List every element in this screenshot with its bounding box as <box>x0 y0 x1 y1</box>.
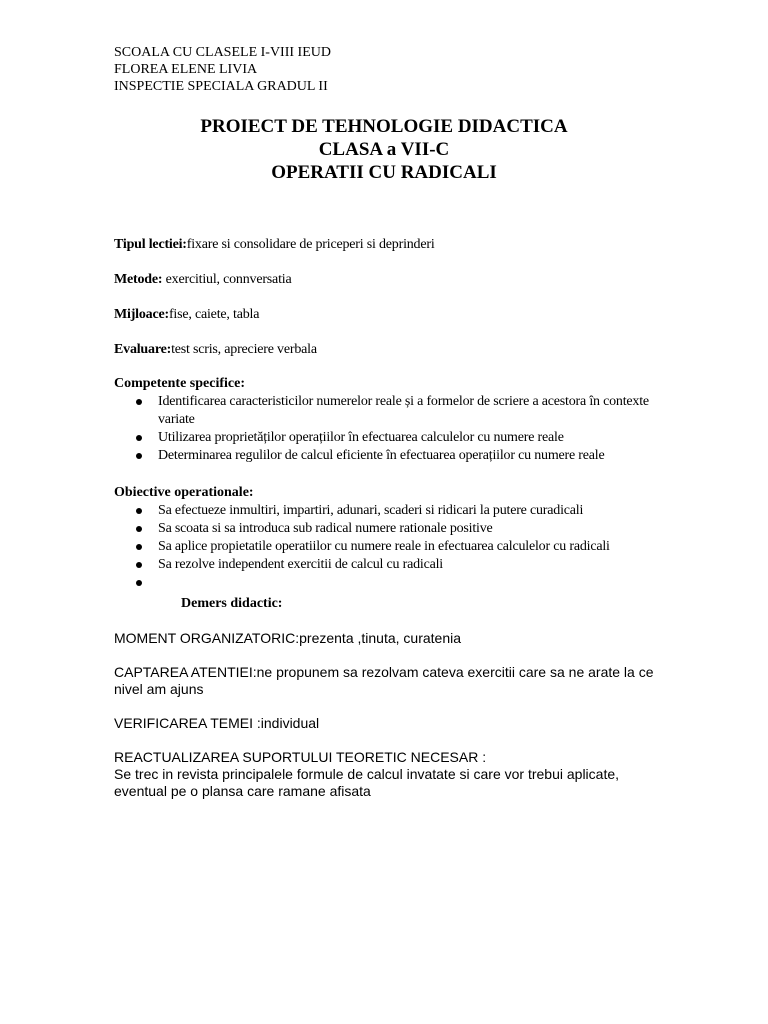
list-item: Determinarea regulilor de calcul eficiente în efectuarea operațiilor cu numere reale <box>114 447 674 465</box>
section-reactualizarea <box>114 749 654 800</box>
document-title <box>0 115 768 184</box>
section-verificarea: VERIFICAREA TEMEI :individual <box>114 715 320 731</box>
title-line-class: CLASA a VII-C <box>318 139 450 160</box>
objectives-list <box>114 502 674 592</box>
evaluation <box>114 341 317 358</box>
list-item: Utilizarea proprietăților operațiilor în efectuarea calculelor cu numere reale <box>114 429 674 447</box>
didactic-approach-heading: Demers didactic: <box>181 596 283 611</box>
methods-label: Metode: <box>114 272 163 287</box>
reactualizarea-heading: REACTUALIZAREA SUPORTULUI TEORETIC NECESAR : <box>114 749 487 765</box>
resources <box>114 306 259 323</box>
evaluation-label: Evaluare: <box>114 342 172 357</box>
lesson-type-label: Tipul lectiei: <box>114 237 187 252</box>
list-item: Sa rezolve independent exercitii de calcul cu radicali <box>114 556 674 574</box>
resources-label: Mijloace: <box>114 307 169 322</box>
list-item: Sa aplice propietatile operatiilor cu numere reale in efectuarea calculelor cu radicali <box>114 538 674 556</box>
title-line-topic: OPERATII CU RADICALI <box>271 162 497 183</box>
list-item: Sa efectueze inmultiri, impartiri, adunari, scaderi si ridicari la putere curadicali <box>114 502 674 520</box>
document-header <box>114 44 331 95</box>
lesson-type <box>114 236 435 253</box>
lesson-type-value: fixare si consolidare de priceperi si deprinderi <box>186 237 435 252</box>
inspection-label: INSPECTIE SPECIALA GRADUL II <box>114 79 328 94</box>
resources-value: fise, caiete, tabla <box>168 307 260 322</box>
title-line-project: PROIECT DE TEHNOLOGIE DIDACTICA <box>200 116 568 137</box>
list-item: Identificarea caracteristicilor numerelor reale și a formelor de scriere a acestora în contexte variate <box>114 393 674 429</box>
section-moment: MOMENT ORGANIZATORIC:prezenta ,tinuta, curatenia <box>114 630 461 646</box>
teacher-name: FLOREA ELENE LIVIA <box>114 62 258 77</box>
methods <box>114 271 291 288</box>
section-captarea: CAPTAREA ATENTIEI:ne propunem sa rezolvam cateva exercitii care sa ne arate la ce nivel am ajuns <box>114 664 654 697</box>
objectives-heading: Obiective operationale: <box>114 485 254 500</box>
school-name: SCOALA CU CLASELE I-VIII IEUD <box>114 45 331 60</box>
list-item: Sa scoata si sa introduca sub radical numere rationale positive <box>114 520 674 538</box>
evaluation-value: test scris, apreciere verbala <box>171 342 317 357</box>
reactualizarea-body: Se trec in revista principalele formule de calcul invatate si care vor trebui aplicate, eventual pe o plansa care ramane afisata <box>114 766 620 799</box>
competencies-list <box>114 393 674 465</box>
list-item <box>114 574 674 592</box>
methods-value: exercitiul, connversatia <box>162 272 292 287</box>
competencies-heading: Competente specifice: <box>114 376 246 391</box>
